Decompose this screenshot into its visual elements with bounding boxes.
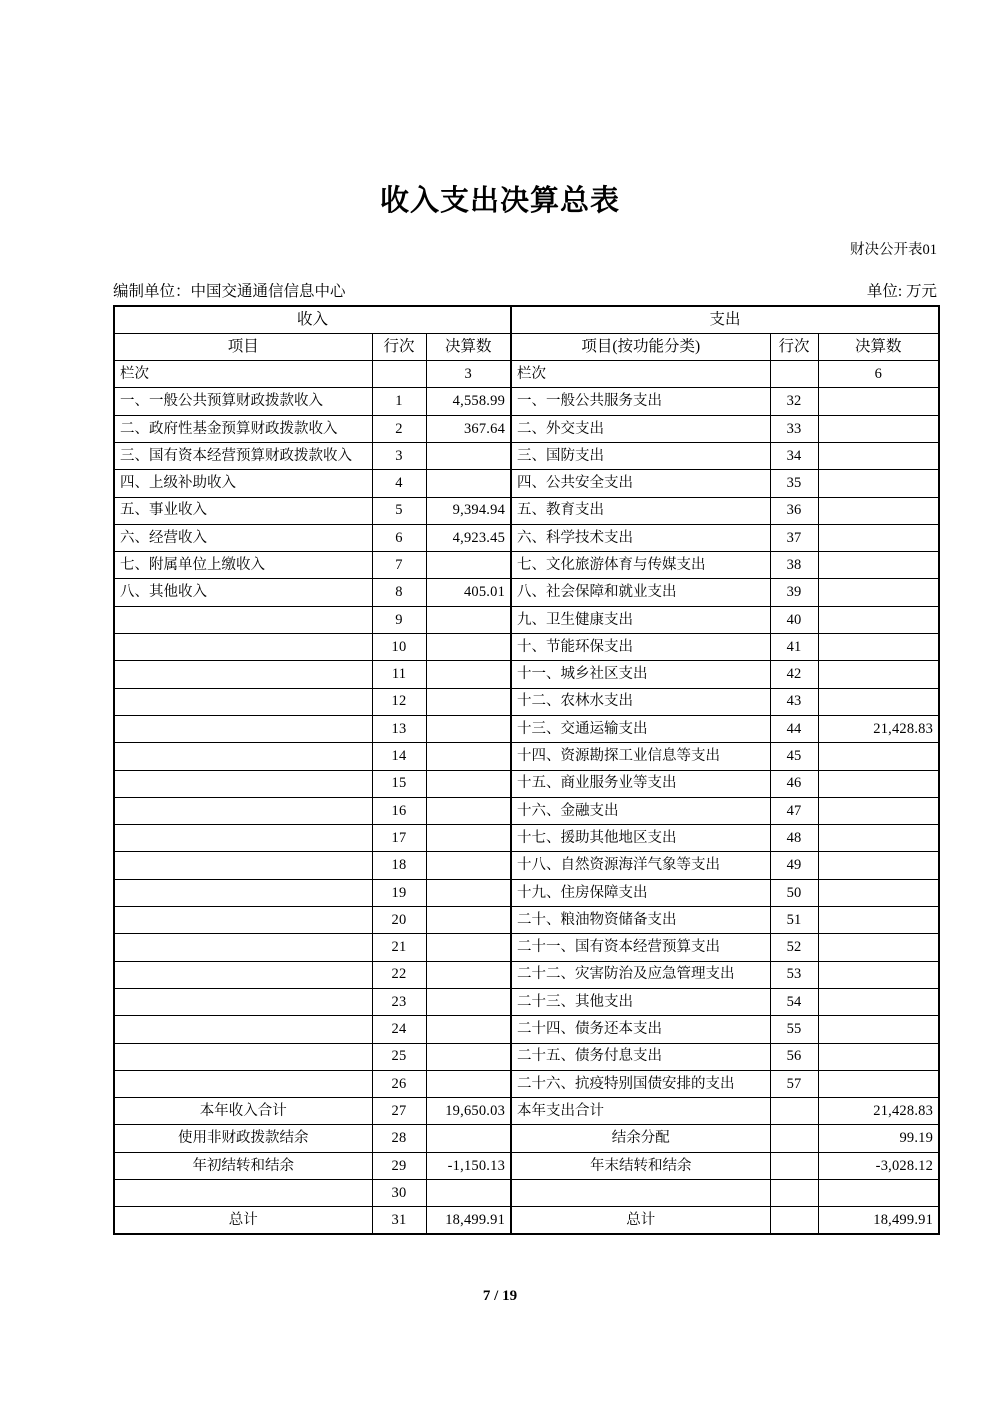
cell-exp-item: 五、教育支出 bbox=[511, 497, 770, 524]
table-row bbox=[114, 934, 939, 961]
column-header-income-line: 行次 bbox=[372, 333, 426, 360]
cell-income-amount bbox=[426, 743, 511, 770]
cell-exp-item: 七、文化旅游体育与传媒支出 bbox=[511, 552, 770, 579]
cell-income-amount bbox=[426, 688, 511, 715]
cell-income-line: 5 bbox=[372, 497, 426, 524]
cell-income-item bbox=[114, 825, 372, 852]
cell-exp-amount bbox=[818, 1070, 939, 1097]
cell-exp-amount bbox=[818, 907, 939, 934]
cell-income-item: 八、其他收入 bbox=[114, 579, 372, 606]
cell-income-amount bbox=[426, 1016, 511, 1043]
cell-income-line: 11 bbox=[372, 661, 426, 688]
cell-income-amount bbox=[426, 634, 511, 661]
cell-income-amount bbox=[426, 852, 511, 879]
table-summary-row bbox=[114, 1207, 939, 1234]
cell-income-item: 三、国有资本经营预算财政拨款收入 bbox=[114, 442, 372, 469]
table-row bbox=[114, 388, 939, 415]
cell-income-item bbox=[114, 661, 372, 688]
cell-income-amount: 4,558.99 bbox=[426, 388, 511, 415]
cell-exp-amount bbox=[818, 524, 939, 551]
cell-income-amount: 405.01 bbox=[426, 579, 511, 606]
cell-exp-item: 二十一、国有资本经营预算支出 bbox=[511, 934, 770, 961]
cell-exp-item: 十七、援助其他地区支出 bbox=[511, 825, 770, 852]
table-row bbox=[114, 524, 939, 551]
cell-exp-amount bbox=[818, 579, 939, 606]
table-row bbox=[114, 770, 939, 797]
cell-exp-summary-amount: 21,428.83 bbox=[818, 1098, 939, 1125]
table-row bbox=[114, 715, 939, 742]
column-header-exp-line: 行次 bbox=[770, 333, 818, 360]
cell-exp-line: 38 bbox=[770, 552, 818, 579]
cell-income-summary-amount bbox=[426, 1125, 511, 1152]
cell-income-summary-label: 使用非财政拨款结余 bbox=[114, 1125, 372, 1152]
cell-income-item bbox=[114, 907, 372, 934]
cell-income-summary-label bbox=[114, 1180, 372, 1207]
cell-income-line: 24 bbox=[372, 1016, 426, 1043]
cell-exp-amount bbox=[818, 743, 939, 770]
cell-income-amount: 9,394.94 bbox=[426, 497, 511, 524]
cell-income-item bbox=[114, 1016, 372, 1043]
page-title: 收入支出决算总表 bbox=[379, 185, 620, 217]
cell-income-line: 16 bbox=[372, 797, 426, 824]
cell-exp-line: 54 bbox=[770, 988, 818, 1015]
cell-exp-summary-line bbox=[770, 1152, 818, 1179]
cell-exp-item: 十三、交通运输支出 bbox=[511, 715, 770, 742]
cell-income-line: 2 bbox=[372, 415, 426, 442]
cell-exp-item: 十四、资源勘探工业信息等支出 bbox=[511, 743, 770, 770]
table-row bbox=[114, 907, 939, 934]
cell-income-line: 18 bbox=[372, 852, 426, 879]
cell-income-summary-amount bbox=[426, 1180, 511, 1207]
cell-exp-line: 50 bbox=[770, 879, 818, 906]
cell-income-line: 3 bbox=[372, 442, 426, 469]
cell-exp-amount bbox=[818, 442, 939, 469]
cell-income-amount bbox=[426, 825, 511, 852]
cell-exp-line: 47 bbox=[770, 797, 818, 824]
cell-exp-item: 二十、粮油物资储备支出 bbox=[511, 907, 770, 934]
cell-income-summary-amount: 19,650.03 bbox=[426, 1098, 511, 1125]
cell-exp-item: 一、一般公共服务支出 bbox=[511, 388, 770, 415]
cell-exp-summary-amount bbox=[818, 1180, 939, 1207]
cell-exp-amount bbox=[818, 770, 939, 797]
cell-exp-item: 二十三、其他支出 bbox=[511, 988, 770, 1015]
group-header-row bbox=[114, 306, 939, 333]
cell-income-item bbox=[114, 1043, 372, 1070]
cell-income-line: 17 bbox=[372, 825, 426, 852]
cell-exp-summary-amount: 18,499.91 bbox=[818, 1207, 939, 1234]
cell-income-item bbox=[114, 852, 372, 879]
cell-exp-item: 十二、农林水支出 bbox=[511, 688, 770, 715]
table-row bbox=[114, 442, 939, 469]
cell-income-item bbox=[114, 606, 372, 633]
cell-exp-line: 46 bbox=[770, 770, 818, 797]
cell-exp-line: 42 bbox=[770, 661, 818, 688]
cell-exp-item: 六、科学技术支出 bbox=[511, 524, 770, 551]
table-summary-row bbox=[114, 1180, 939, 1207]
cell-income-line: 25 bbox=[372, 1043, 426, 1070]
cell-income-item bbox=[114, 743, 372, 770]
currency-unit-label: 单位: 万元 bbox=[866, 283, 937, 300]
cell-exp-amount bbox=[818, 852, 939, 879]
column-index-row bbox=[114, 361, 939, 388]
table-row bbox=[114, 743, 939, 770]
column-header-exp-amount: 决算数 bbox=[818, 333, 939, 360]
column-header-row bbox=[114, 333, 939, 360]
cell-exp-amount bbox=[818, 606, 939, 633]
cell-income-item bbox=[114, 1070, 372, 1097]
cell-exp-line: 56 bbox=[770, 1043, 818, 1070]
cell-exp-amount: 21,428.83 bbox=[818, 715, 939, 742]
cell-income-item bbox=[114, 879, 372, 906]
cell-exp-summary-amount: -3,028.12 bbox=[818, 1152, 939, 1179]
cell-exp-summary-line bbox=[770, 1098, 818, 1125]
cell-income-item: 五、事业收入 bbox=[114, 497, 372, 524]
cell-exp-item: 二十二、灾害防治及应急管理支出 bbox=[511, 961, 770, 988]
cell-exp-line: 32 bbox=[770, 388, 818, 415]
cell-exp-amount bbox=[818, 388, 939, 415]
table-row bbox=[114, 1016, 939, 1043]
cell-income-item: 一、一般公共预算财政拨款收入 bbox=[114, 388, 372, 415]
table-row bbox=[114, 415, 939, 442]
form-code-label: 财决公开表01 bbox=[850, 242, 937, 258]
cell-exp-summary-label: 年末结转和结余 bbox=[511, 1152, 770, 1179]
cell-income-line: 15 bbox=[372, 770, 426, 797]
cell-income-summary-line: 29 bbox=[372, 1152, 426, 1179]
cell-income-amount bbox=[426, 661, 511, 688]
group-header-expenditure: 支出 bbox=[511, 306, 939, 333]
column-header-exp-item: 项目(按功能分类) bbox=[511, 333, 770, 360]
meta-row bbox=[113, 279, 937, 301]
cell-exp-line: 34 bbox=[770, 442, 818, 469]
cell-exp-line: 39 bbox=[770, 579, 818, 606]
cell-income-line: 4 bbox=[372, 470, 426, 497]
cell-income-summary-label: 总计 bbox=[114, 1207, 372, 1234]
cell-income-amount bbox=[426, 770, 511, 797]
cell-income-item: 七、附属单位上缴收入 bbox=[114, 552, 372, 579]
cell-exp-line: 33 bbox=[770, 415, 818, 442]
cell-exp-amount bbox=[818, 497, 939, 524]
cell-income-line: 1 bbox=[372, 388, 426, 415]
cell-income-line: 21 bbox=[372, 934, 426, 961]
cell-exp-summary-amount: 99.19 bbox=[818, 1125, 939, 1152]
cell-income-summary-label: 本年收入合计 bbox=[114, 1098, 372, 1125]
cell-income-amount: 4,923.45 bbox=[426, 524, 511, 551]
cell-income-item: 二、政府性基金预算财政拨款收入 bbox=[114, 415, 372, 442]
budget-final-accounts-table bbox=[113, 305, 940, 1235]
cell-income-summary-line: 27 bbox=[372, 1098, 426, 1125]
table-row bbox=[114, 1043, 939, 1070]
cell-exp-summary-label: 总计 bbox=[511, 1207, 770, 1234]
table-row bbox=[114, 988, 939, 1015]
cell-income-amount bbox=[426, 934, 511, 961]
cell-income-amount bbox=[426, 797, 511, 824]
cell-exp-amount bbox=[818, 415, 939, 442]
table-row bbox=[114, 661, 939, 688]
cell-income-item bbox=[114, 797, 372, 824]
column-index-income-label: 栏次 bbox=[114, 361, 372, 388]
cell-income-line: 14 bbox=[372, 743, 426, 770]
cell-income-amount bbox=[426, 442, 511, 469]
cell-exp-line: 35 bbox=[770, 470, 818, 497]
cell-exp-line: 36 bbox=[770, 497, 818, 524]
cell-income-summary-label: 年初结转和结余 bbox=[114, 1152, 372, 1179]
cell-exp-summary-label: 结余分配 bbox=[511, 1125, 770, 1152]
table-row bbox=[114, 797, 939, 824]
cell-exp-amount bbox=[818, 688, 939, 715]
cell-income-amount bbox=[426, 907, 511, 934]
cell-income-item bbox=[114, 770, 372, 797]
cell-exp-summary-line bbox=[770, 1125, 818, 1152]
cell-income-amount bbox=[426, 715, 511, 742]
cell-exp-item: 二、外交支出 bbox=[511, 415, 770, 442]
cell-exp-line: 49 bbox=[770, 852, 818, 879]
cell-exp-item: 二十五、债务付息支出 bbox=[511, 1043, 770, 1070]
cell-exp-amount bbox=[818, 470, 939, 497]
cell-exp-amount bbox=[818, 934, 939, 961]
cell-exp-amount bbox=[818, 825, 939, 852]
cell-exp-summary-line bbox=[770, 1180, 818, 1207]
cell-exp-item: 九、卫生健康支出 bbox=[511, 606, 770, 633]
cell-income-line: 22 bbox=[372, 961, 426, 988]
cell-exp-amount bbox=[818, 661, 939, 688]
table-summary-row bbox=[114, 1152, 939, 1179]
cell-exp-line: 48 bbox=[770, 825, 818, 852]
cell-exp-summary-label bbox=[511, 1180, 770, 1207]
table-row bbox=[114, 688, 939, 715]
cell-income-amount bbox=[426, 1070, 511, 1097]
cell-exp-item: 八、社会保障和就业支出 bbox=[511, 579, 770, 606]
cell-exp-amount bbox=[818, 988, 939, 1015]
column-header-income-amount: 决算数 bbox=[426, 333, 511, 360]
table-row bbox=[114, 634, 939, 661]
cell-income-amount bbox=[426, 1043, 511, 1070]
cell-income-summary-amount: 18,499.91 bbox=[426, 1207, 511, 1234]
cell-exp-line: 45 bbox=[770, 743, 818, 770]
cell-income-amount bbox=[426, 879, 511, 906]
cell-income-line: 12 bbox=[372, 688, 426, 715]
cell-exp-item: 二十四、债务还本支出 bbox=[511, 1016, 770, 1043]
table-row bbox=[114, 552, 939, 579]
cell-income-line: 20 bbox=[372, 907, 426, 934]
cell-exp-line: 53 bbox=[770, 961, 818, 988]
column-index-exp-line bbox=[770, 361, 818, 388]
column-index-exp-amount: 6 bbox=[818, 361, 939, 388]
table-summary-row bbox=[114, 1125, 939, 1152]
cell-income-line: 10 bbox=[372, 634, 426, 661]
cell-income-amount bbox=[426, 606, 511, 633]
cell-exp-line: 57 bbox=[770, 1070, 818, 1097]
table-row bbox=[114, 497, 939, 524]
cell-income-line: 13 bbox=[372, 715, 426, 742]
cell-income-item bbox=[114, 634, 372, 661]
cell-exp-line: 41 bbox=[770, 634, 818, 661]
cell-exp-amount bbox=[818, 797, 939, 824]
cell-exp-line: 55 bbox=[770, 1016, 818, 1043]
cell-exp-line: 51 bbox=[770, 907, 818, 934]
cell-exp-item: 十八、自然资源海洋气象等支出 bbox=[511, 852, 770, 879]
cell-exp-amount bbox=[818, 961, 939, 988]
cell-income-item bbox=[114, 688, 372, 715]
cell-income-line: 23 bbox=[372, 988, 426, 1015]
cell-income-item: 四、上级补助收入 bbox=[114, 470, 372, 497]
column-index-income-line bbox=[372, 361, 426, 388]
cell-income-amount bbox=[426, 470, 511, 497]
cell-income-amount bbox=[426, 552, 511, 579]
cell-exp-item: 十九、住房保障支出 bbox=[511, 879, 770, 906]
table-row bbox=[114, 825, 939, 852]
column-index-income-amount: 3 bbox=[426, 361, 511, 388]
cell-income-item bbox=[114, 715, 372, 742]
cell-exp-item: 十六、金融支出 bbox=[511, 797, 770, 824]
table-row bbox=[114, 879, 939, 906]
table-row bbox=[114, 470, 939, 497]
cell-exp-line: 52 bbox=[770, 934, 818, 961]
cell-exp-amount bbox=[818, 1043, 939, 1070]
cell-income-summary-line: 28 bbox=[372, 1125, 426, 1152]
cell-exp-item: 十五、商业服务业等支出 bbox=[511, 770, 770, 797]
cell-exp-line: 37 bbox=[770, 524, 818, 551]
cell-income-amount: 367.64 bbox=[426, 415, 511, 442]
cell-income-line: 6 bbox=[372, 524, 426, 551]
cell-income-item: 六、经营收入 bbox=[114, 524, 372, 551]
table-row bbox=[114, 1070, 939, 1097]
cell-income-amount bbox=[426, 961, 511, 988]
cell-exp-item: 十一、城乡社区支出 bbox=[511, 661, 770, 688]
table-row bbox=[114, 606, 939, 633]
cell-exp-summary-line bbox=[770, 1207, 818, 1234]
column-header-income-item: 项目 bbox=[114, 333, 372, 360]
table-summary-row bbox=[114, 1098, 939, 1125]
cell-exp-item: 十、节能环保支出 bbox=[511, 634, 770, 661]
cell-exp-line: 40 bbox=[770, 606, 818, 633]
cell-income-summary-line: 31 bbox=[372, 1207, 426, 1234]
cell-income-item bbox=[114, 961, 372, 988]
page-number-footer: 7 / 19 bbox=[482, 1288, 518, 1304]
cell-exp-summary-label: 本年支出合计 bbox=[511, 1098, 770, 1125]
cell-exp-amount bbox=[818, 634, 939, 661]
cell-exp-item: 三、国防支出 bbox=[511, 442, 770, 469]
cell-exp-amount bbox=[818, 552, 939, 579]
compiler-unit-label: 编制单位：中国交通通信信息中心 bbox=[113, 283, 346, 300]
table-row bbox=[114, 852, 939, 879]
cell-income-line: 7 bbox=[372, 552, 426, 579]
cell-exp-line: 43 bbox=[770, 688, 818, 715]
cell-income-line: 19 bbox=[372, 879, 426, 906]
cell-income-summary-amount: -1,150.13 bbox=[426, 1152, 511, 1179]
cell-exp-item: 四、公共安全支出 bbox=[511, 470, 770, 497]
cell-income-item bbox=[114, 988, 372, 1015]
cell-income-line: 8 bbox=[372, 579, 426, 606]
cell-income-amount bbox=[426, 988, 511, 1015]
table-row bbox=[114, 961, 939, 988]
group-header-income: 收入 bbox=[114, 306, 511, 333]
cell-income-line: 26 bbox=[372, 1070, 426, 1097]
table-row bbox=[114, 579, 939, 606]
cell-exp-line: 44 bbox=[770, 715, 818, 742]
column-index-exp-label: 栏次 bbox=[511, 361, 770, 388]
cell-exp-amount bbox=[818, 879, 939, 906]
cell-exp-item: 二十六、抗疫特别国债安排的支出 bbox=[511, 1070, 770, 1097]
cell-exp-amount bbox=[818, 1016, 939, 1043]
cell-income-item bbox=[114, 934, 372, 961]
cell-income-summary-line: 30 bbox=[372, 1180, 426, 1207]
cell-income-line: 9 bbox=[372, 606, 426, 633]
